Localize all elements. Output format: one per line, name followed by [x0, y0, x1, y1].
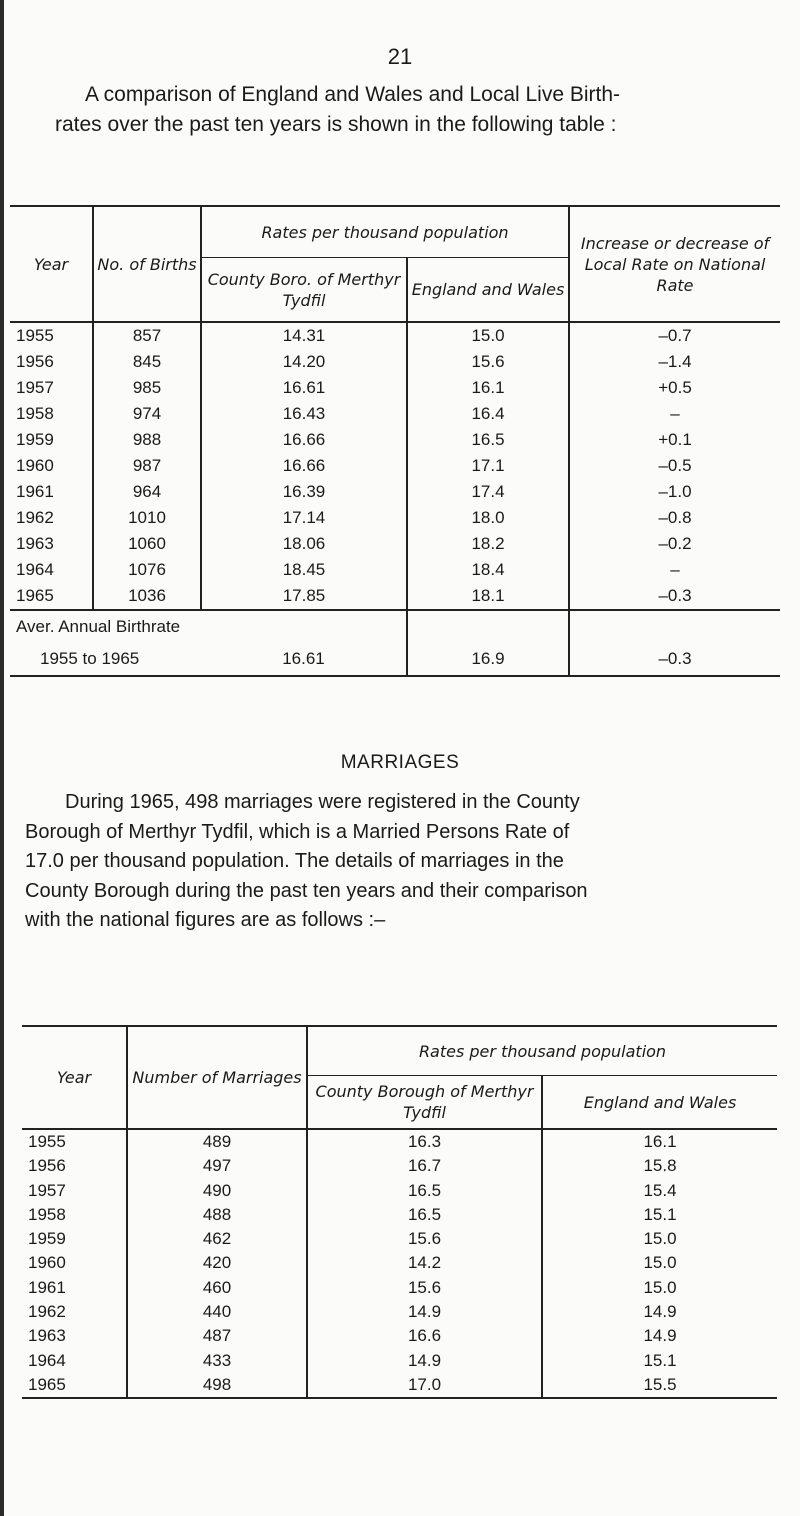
- average-difference: –0.3: [569, 643, 780, 676]
- header-county-rate: County Boro. of Merthyr Tydfil: [201, 258, 407, 323]
- births-cell-diff: –: [569, 557, 780, 583]
- marriages-row: [22, 1300, 777, 1324]
- births-cell-national: 18.0: [407, 505, 569, 531]
- births-cell-births: 964: [93, 479, 201, 505]
- births-row: [10, 505, 780, 531]
- births-cell-year: 1965: [16, 586, 54, 605]
- births-row: [10, 583, 780, 610]
- marriages-row: [22, 1227, 777, 1251]
- births-cell-county: 17.85: [201, 583, 407, 610]
- births-cell-county: 14.31: [201, 322, 407, 349]
- marriages-cell-year: 1960: [28, 1253, 66, 1273]
- births-cell-births: 988: [93, 427, 201, 453]
- marriages-cell-national: 15.1: [542, 1203, 777, 1227]
- births-cell-year: 1957: [16, 378, 54, 397]
- births-cell-diff: –0.3: [569, 583, 780, 610]
- marriages-cell-national: 15.4: [542, 1179, 777, 1203]
- marriages-cell-county: 14.2: [307, 1251, 542, 1275]
- births-cell-county: 16.39: [201, 479, 407, 505]
- births-cell-county: 14.20: [201, 349, 407, 375]
- marriages-cell-county: 16.5: [307, 1179, 542, 1203]
- births-cell-diff: –: [569, 401, 780, 427]
- average-label-2: 1955 to 1965: [10, 643, 201, 676]
- marriages-cell-number: 460: [127, 1276, 307, 1300]
- intro-line-2: rates over the past ten years is shown in the following table :: [55, 113, 617, 136]
- births-cell-year: 1959: [16, 430, 54, 449]
- births-cell-year: 1962: [16, 508, 54, 527]
- marr-header-county-rate: County Borough of Merthyr Tydfil: [307, 1076, 542, 1130]
- marriages-cell-number: 487: [127, 1324, 307, 1348]
- marriages-row: [22, 1251, 777, 1275]
- births-cell-national: 15.6: [407, 349, 569, 375]
- marriages-cell-national: 15.5: [542, 1373, 777, 1398]
- births-cell-births: 987: [93, 453, 201, 479]
- births-cell-year: 1955: [16, 326, 54, 345]
- marriages-row: [22, 1373, 777, 1398]
- marriages-table-body: [22, 1129, 777, 1398]
- births-cell-county: 18.06: [201, 531, 407, 557]
- births-cell-diff: +0.1: [569, 427, 780, 453]
- births-cell-national: 16.1: [407, 375, 569, 401]
- marriages-cell-number: 462: [127, 1227, 307, 1251]
- marriages-cell-year: 1955: [28, 1132, 66, 1151]
- births-cell-national: 18.4: [407, 557, 569, 583]
- births-cell-births: 1076: [93, 557, 201, 583]
- births-cell-national: 17.4: [407, 479, 569, 505]
- marriages-cell-year: 1956: [28, 1156, 66, 1176]
- births-cell-diff: +0.5: [569, 375, 780, 401]
- marriages-cell-county: 15.6: [307, 1227, 542, 1251]
- marriages-row: [22, 1324, 777, 1348]
- marriages-cell-national: 16.1: [542, 1129, 777, 1154]
- births-cell-year: 1958: [16, 404, 54, 423]
- births-cell-births: 1010: [93, 505, 201, 531]
- header-births: No. of Births: [93, 206, 201, 322]
- births-row: [10, 453, 780, 479]
- marriages-cell-county: 16.6: [307, 1324, 542, 1348]
- marriages-cell-national: 14.9: [542, 1324, 777, 1348]
- births-cell-national: 17.1: [407, 453, 569, 479]
- header-difference: Increase or decrease of Local Rate on National Rate: [569, 206, 780, 322]
- marriages-cell-number: 489: [127, 1129, 307, 1154]
- marriages-cell-national: 14.9: [542, 1300, 777, 1324]
- marriages-cell-national: 15.8: [542, 1154, 777, 1178]
- average-county: 16.61: [201, 643, 407, 676]
- marriages-cell-number: 490: [127, 1179, 307, 1203]
- header-year: Year: [10, 206, 93, 322]
- marriages-cell-national: 15.0: [542, 1276, 777, 1300]
- marriages-cell-number: 497: [127, 1154, 307, 1178]
- marriages-row: [22, 1349, 777, 1373]
- marriages-row: [22, 1203, 777, 1227]
- births-cell-county: 17.14: [201, 505, 407, 531]
- marriages-cell-number: 488: [127, 1203, 307, 1227]
- marriages-cell-number: 420: [127, 1251, 307, 1275]
- marriages-cell-county: 16.7: [307, 1154, 542, 1178]
- marriages-cell-county: 17.0: [307, 1373, 542, 1398]
- births-cell-year: 1956: [16, 352, 54, 371]
- births-row: [10, 322, 780, 349]
- marriages-table: [22, 1025, 777, 1399]
- births-cell-national: 15.0: [407, 322, 569, 349]
- births-cell-births: 845: [93, 349, 201, 375]
- births-cell-diff: –0.5: [569, 453, 780, 479]
- births-cell-county: 16.43: [201, 401, 407, 427]
- marriages-cell-year: 1961: [28, 1277, 66, 1297]
- births-cell-county: 16.66: [201, 427, 407, 453]
- births-cell-diff: –0.7: [569, 322, 780, 349]
- marriages-line-5: with the national figures are as follows :–: [25, 909, 386, 931]
- births-row: [10, 375, 780, 401]
- marriages-cell-county: 15.6: [307, 1276, 542, 1300]
- marriages-cell-national: 15.0: [542, 1227, 777, 1251]
- births-row: [10, 349, 780, 375]
- marriages-row: [22, 1179, 777, 1203]
- marriages-cell-national: 15.1: [542, 1349, 777, 1373]
- marriages-line-2: Borough of Merthyr Tydfil, which is a Married Persons Rate of: [25, 820, 570, 843]
- marriages-cell-number: 433: [127, 1349, 307, 1373]
- marriages-heading: MARRIAGES: [340, 752, 460, 773]
- births-cell-year: 1961: [16, 482, 54, 501]
- marriages-cell-county: 16.3: [307, 1129, 542, 1154]
- births-cell-diff: –1.0: [569, 479, 780, 505]
- births-row: [10, 557, 780, 583]
- marriages-cell-year: 1965: [22, 1373, 127, 1398]
- births-cell-births: 974: [93, 401, 201, 427]
- births-row: [10, 401, 780, 427]
- births-cell-diff: –1.4: [569, 349, 780, 375]
- births-table-body: [10, 322, 780, 610]
- marriages-cell-year: 1963: [28, 1326, 66, 1346]
- births-cell-county: 16.61: [201, 375, 407, 401]
- marr-header-year: Year: [22, 1026, 127, 1129]
- marriages-cell-county: 14.9: [307, 1300, 542, 1324]
- births-cell-births: 857: [93, 322, 201, 349]
- header-rates-group: Rates per thousand population: [201, 206, 569, 258]
- marriages-line-1: During 1965, 498 marriages were registered in the County: [65, 791, 580, 813]
- marriages-cell-year: 1958: [28, 1204, 66, 1224]
- marriages-cell-number: 440: [127, 1300, 307, 1324]
- births-cell-births: 985: [93, 375, 201, 401]
- average-row: [10, 610, 780, 643]
- marriages-cell-county: 16.5: [307, 1203, 542, 1227]
- marriages-cell-county: 14.9: [307, 1349, 542, 1373]
- births-cell-births: 1060: [93, 531, 201, 557]
- marriages-paragraph: [25, 788, 777, 936]
- births-cell-national: 16.5: [407, 427, 569, 453]
- marriages-cell-number: 498: [127, 1373, 307, 1398]
- marr-header-number: Number of Marriages: [127, 1026, 307, 1129]
- births-row: [10, 479, 780, 505]
- births-row: [10, 531, 780, 557]
- average-national: 16.9: [407, 643, 569, 676]
- births-cell-year: 1964: [16, 560, 54, 579]
- marriages-row: [22, 1276, 777, 1300]
- marriages-line-3: 17.0 per thousand population. The details of marriages in the: [25, 850, 564, 872]
- page-number: 21: [387, 44, 413, 69]
- intro-line-1: A comparison of England and Wales and Local Live Birth-: [85, 83, 621, 106]
- marriages-cell-year: 1959: [28, 1229, 66, 1249]
- births-cell-national: 18.1: [407, 583, 569, 610]
- intro-paragraph: [55, 80, 775, 140]
- average-label-1: Aver. Annual Birthrate: [10, 610, 201, 643]
- births-cell-diff: –0.2: [569, 531, 780, 557]
- marriages-cell-year: 1957: [28, 1180, 66, 1200]
- births-cell-county: 18.45: [201, 557, 407, 583]
- births-cell-births: 1036: [93, 583, 201, 610]
- births-cell-diff: –0.8: [569, 505, 780, 531]
- births-cell-year: 1963: [16, 534, 54, 553]
- marriages-cell-national: 15.0: [542, 1251, 777, 1275]
- marriages-row: [22, 1129, 777, 1154]
- births-cell-national: 16.4: [407, 401, 569, 427]
- births-table: [10, 205, 780, 677]
- marriages-line-4: County Borough during the past ten years and their comparison: [25, 879, 588, 902]
- births-cell-national: 18.2: [407, 531, 569, 557]
- marriages-cell-year: 1962: [28, 1302, 66, 1322]
- births-cell-year: 1960: [16, 456, 54, 475]
- marr-header-national-rate: England and Wales: [542, 1076, 777, 1130]
- marriages-row: [22, 1154, 777, 1178]
- header-national-rate: England and Wales: [407, 258, 569, 323]
- births-cell-county: 16.66: [201, 453, 407, 479]
- births-row: [10, 427, 780, 453]
- average-values-row: [10, 643, 780, 676]
- marr-header-rates-group: Rates per thousand population: [307, 1026, 777, 1076]
- marriages-cell-year: 1964: [28, 1350, 66, 1370]
